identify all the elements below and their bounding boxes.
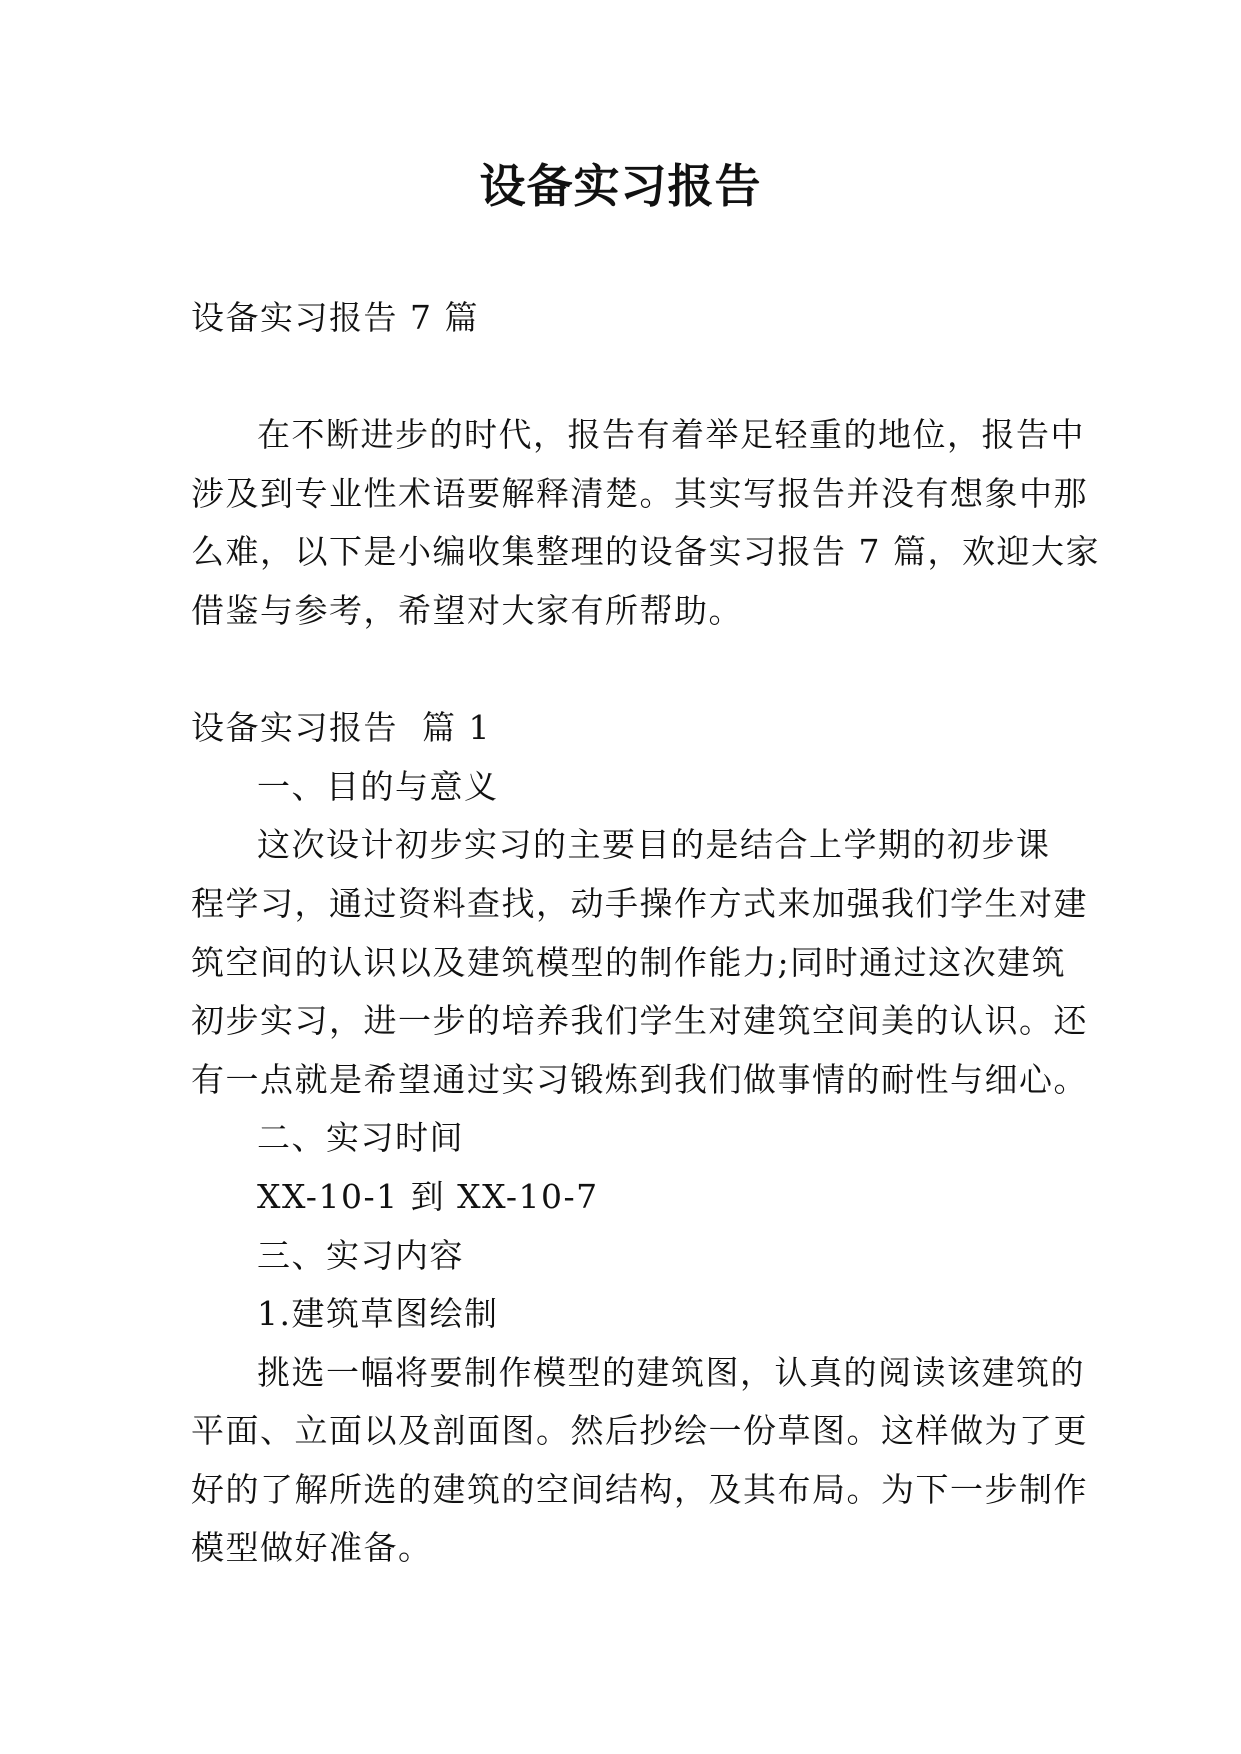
heading-purpose: 一、目的与意义 (257, 766, 499, 806)
blank-line (191, 641, 1191, 700)
paragraph-line: 筑空间的认识以及建筑模型的制作能力;同时通过这次建筑 (191, 942, 1067, 982)
paragraph-line: 这次设计初步实习的主要目的是结合上学期的初步课 (257, 825, 1051, 865)
paragraph-line: 借鉴与参考，希望对大家有所帮助。 (191, 590, 743, 630)
document-subtitle: 设备实习报告 7 篇 (191, 298, 479, 337)
paragraph-line: 在不断进步的时代，报告有着举足轻重的地位，报告中 (257, 415, 1085, 455)
paragraph-line: 程学习，通过资料查找，动手操作方式来加强我们学生对建 (191, 883, 1088, 923)
blank-line (191, 348, 1191, 407)
subheading-sketch: 1.建筑草图绘制 (257, 1294, 499, 1334)
paragraph-line: 有一点就是希望通过实习锻炼到我们做事情的耐性与细心。 (191, 1059, 1088, 1099)
paragraph-line: 么难，以下是小编收集整理的设备实习报告 7 篇，欢迎大家 (191, 532, 1100, 572)
paragraph-line: 平面、立面以及剖面图。然后抄绘一份草图。这样做为了更 (191, 1411, 1088, 1451)
document-title: 设备实习报告 (479, 159, 762, 213)
heading-time: 二、实习时间 (257, 1118, 464, 1158)
paragraph-line: 初步实习，进一步的培养我们学生对建筑空间美的认识。还 (191, 1001, 1088, 1041)
paragraph-line: 挑选一幅将要制作模型的建筑图，认真的阅读该建筑的 (257, 1352, 1085, 1392)
document-body (191, 289, 1191, 1578)
paragraph-line: 好的了解所选的建筑的空间结构，及其布局。为下一步制作 (191, 1469, 1088, 1509)
section-heading: 设备实习报告 篇 1 (191, 708, 491, 748)
heading-content: 三、实习内容 (257, 1235, 464, 1275)
paragraph-line: 模型做好准备。 (191, 1528, 433, 1568)
intro-paragraph (191, 406, 1191, 640)
sketch-paragraph (191, 1344, 1191, 1578)
paragraph-line: 涉及到专业性术语要解释清楚。其实写报告并没有想象中那 (191, 473, 1088, 513)
internship-dates: XX-10-1 到 XX-10-7 (257, 1176, 599, 1216)
purpose-paragraph (191, 816, 1191, 1109)
